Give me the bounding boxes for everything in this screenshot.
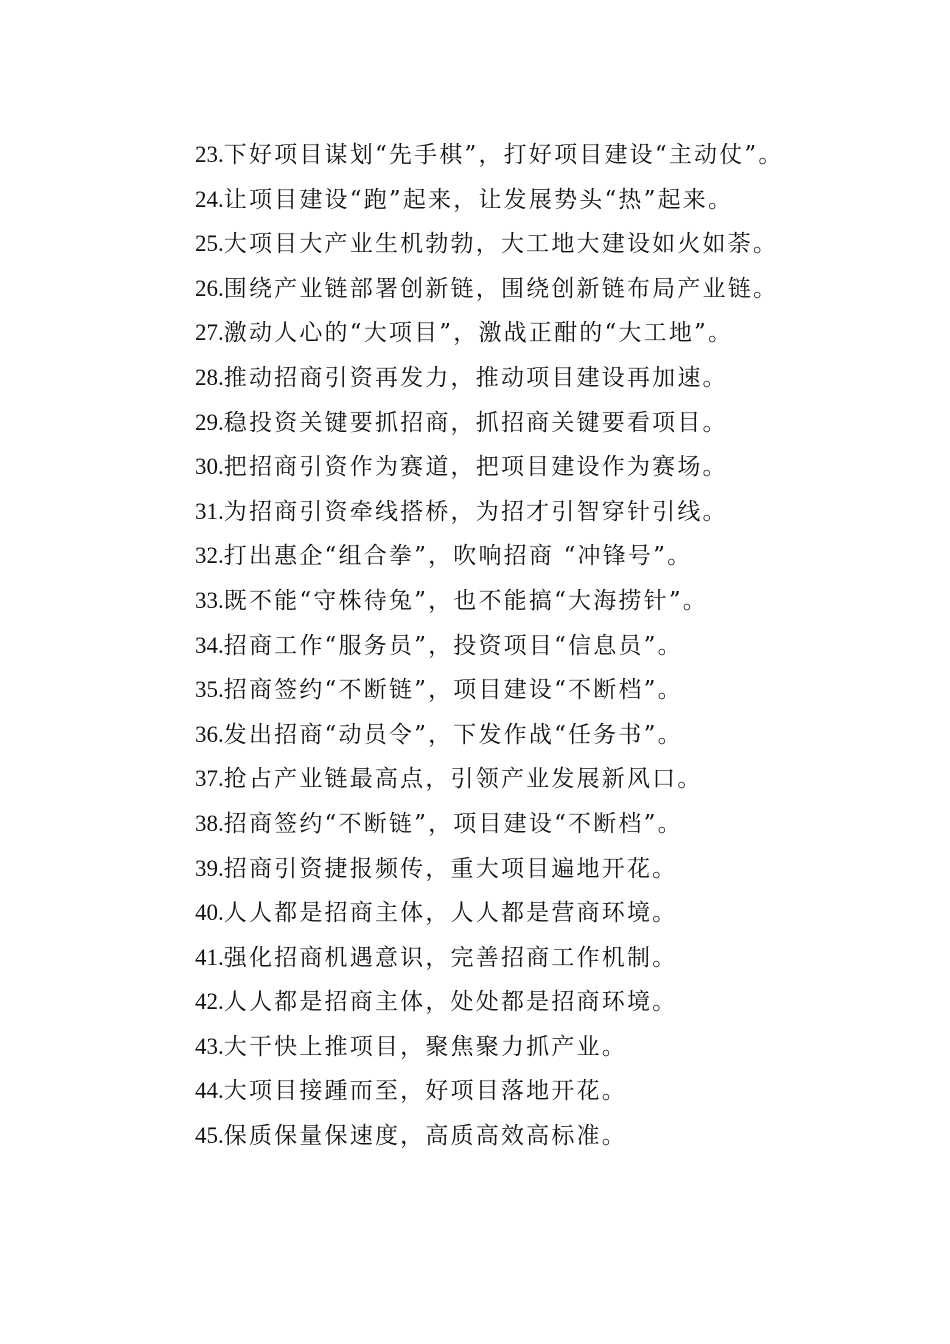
slogan-list: [146, 133, 810, 1159]
list-item: [146, 1069, 810, 1114]
list-item: [146, 980, 810, 1025]
item-number: 39.: [195, 855, 224, 881]
item-number: 36.: [195, 721, 224, 747]
list-item: [146, 1114, 810, 1159]
item-number: 45.: [195, 1123, 224, 1149]
list-item: [146, 668, 810, 713]
item-number: 25.: [195, 231, 224, 257]
list-item: [146, 178, 810, 223]
item-number: 34.: [195, 632, 224, 658]
item-text: 下好项目谋划“先手棋”，打好项目建设“主动仗”。: [223, 142, 784, 168]
list-item: [146, 133, 810, 178]
list-item: [146, 847, 810, 892]
item-number: 28.: [195, 364, 224, 390]
item-number: 32.: [195, 543, 224, 569]
list-item: [146, 222, 810, 267]
item-text: 招商引资捷报频传，重大项目遍地开花。: [223, 855, 678, 882]
item-text: 保质保量保速度，高质高效高标准。: [223, 1123, 627, 1150]
item-text: 抢占产业链最高点，引领产业发展新风口。: [223, 766, 703, 793]
item-text: 发出招商“动员令”，下发作战“任务书”。: [223, 721, 683, 748]
item-text: 大干快上推项目，聚焦聚力抓产业。: [223, 1033, 627, 1060]
list-item: [146, 757, 810, 802]
item-number: 35.: [195, 677, 224, 703]
list-item: [146, 891, 810, 936]
item-text: 激动人心的“大项目”，激战正酣的“大工地”。: [223, 320, 734, 347]
item-text: 让项目建设“跑”起来，让发展势头“热”起来。: [223, 186, 734, 213]
list-item: [146, 579, 810, 624]
item-text: 招商工作“服务员”，投资项目“信息员”。: [223, 632, 683, 659]
list-item: [146, 624, 810, 669]
item-number: 29.: [195, 409, 224, 435]
list-item: [146, 802, 810, 847]
item-number: 42.: [195, 989, 224, 1015]
item-text: 招商签约“不断链”，项目建设“不断档”。: [223, 677, 683, 704]
item-text: 强化招商机遇意识，完善招商工作机制。: [223, 944, 678, 971]
item-text: 人人都是招商主体，人人都是营商环境。: [223, 900, 678, 927]
item-number: 43.: [195, 1033, 224, 1059]
item-text: 打出惠企“组合拳”，吹响招商 “冲锋号”。: [223, 543, 693, 570]
list-item: [146, 534, 810, 579]
item-number: 40.: [195, 900, 224, 926]
item-number: 30.: [195, 454, 224, 480]
list-item: [146, 445, 810, 490]
list-item: [146, 356, 810, 401]
list-item: [146, 267, 810, 312]
list-item: [146, 1025, 810, 1070]
item-text: 人人都是招商主体，处处都是招商环境。: [223, 989, 678, 1016]
item-text: 既不能“守株待兔”，也不能搞“大海捞针”。: [223, 587, 708, 614]
item-number: 37.: [195, 766, 224, 792]
item-number: 27.: [195, 320, 224, 346]
item-text: 推动招商引资再发力，推动项目建设再加速。: [223, 364, 728, 391]
item-text: 围绕产业链部署创新链，围绕创新链布局产业链。: [223, 275, 779, 302]
list-item: [146, 713, 810, 758]
item-number: 23.: [195, 142, 224, 167]
item-number: 38.: [195, 810, 224, 836]
item-number: 33.: [195, 587, 224, 613]
list-item: [146, 311, 810, 356]
item-number: 44.: [195, 1078, 224, 1104]
item-text: 招商签约“不断链”，项目建设“不断档”。: [223, 810, 683, 837]
item-number: 31.: [195, 498, 224, 524]
item-number: 26.: [195, 275, 224, 301]
item-number: 41.: [195, 944, 224, 970]
list-item: [146, 490, 810, 535]
list-item: [146, 936, 810, 981]
item-text: 把招商引资作为赛道，把项目建设作为赛场。: [223, 454, 728, 481]
item-text: 大项目大产业生机勃勃，大工地大建设如火如荼。: [223, 231, 779, 258]
list-item: [146, 401, 810, 446]
item-text: 为招商引资牵线搭桥，为招才引智穿针引线。: [223, 498, 728, 525]
item-text: 大项目接踵而至，好项目落地开花。: [223, 1078, 627, 1105]
item-number: 24.: [195, 186, 224, 212]
item-text: 稳投资关键要抓招商，抓招商关键要看项目。: [223, 409, 728, 436]
